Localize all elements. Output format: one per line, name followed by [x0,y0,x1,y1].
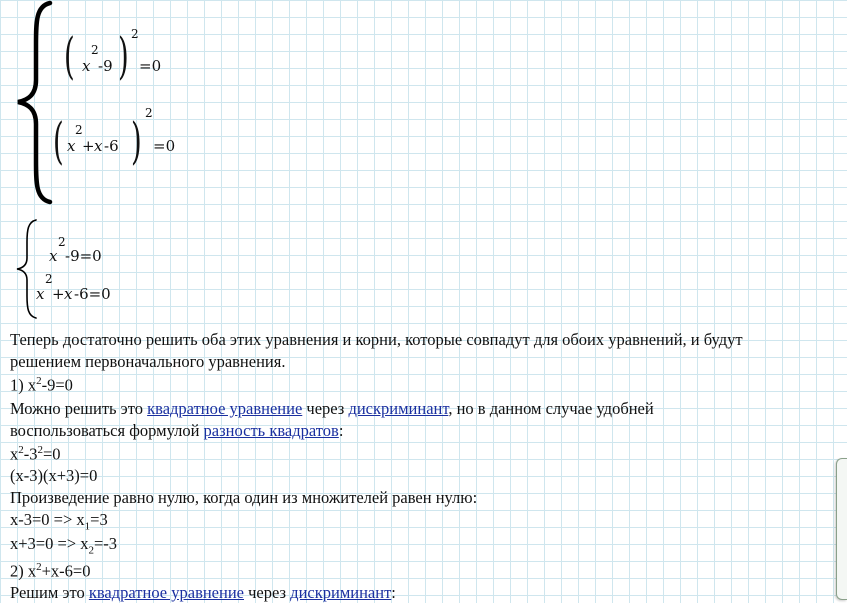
eq2-outer-exp: 2 [145,106,153,120]
eq1-equals: =0 [139,57,162,75]
eq1-base: x [82,57,91,75]
eq2-rest: -6 [104,137,119,155]
root-1: $x-3=0 => x_1=3$ [10,510,108,533]
solve-line: Решим это квадратное уравнение через дискриминант: [10,583,396,602]
eq2-equals: =0 [153,137,176,155]
link-discriminant[interactable]: дискриминант [348,399,449,418]
paren-right: ) [118,27,129,85]
s2-eq1-exp: 2 [58,235,66,249]
s2-eq2-var: x [64,285,73,303]
eq2-base-exp: 2 [75,123,83,137]
paren-left: ( [64,27,75,85]
eq2-base: x [67,137,76,155]
link-quadratic-equation-2[interactable]: квадратное уравнение [88,583,244,602]
s2-eq1-rest: -9=0 [65,247,102,265]
side-panel-handle[interactable] [836,458,847,600]
intro-line-1: Теперь достаточно решить оба этих уравнения и корни, которые совпадут для обоих уравнений, и будут [10,330,743,349]
step2-heading: 2) $x^2+x-6=0$ [10,561,91,581]
s2-eq2-plus: + [52,285,65,303]
eq2-var: x [94,137,103,155]
small-left-brace [14,218,40,320]
s2-eq1-base: x [49,247,58,265]
step1-heading: 1) $x^2-9=0$ [10,375,73,395]
eq1-rest: -9 [98,57,113,75]
eq1-outer-exp: 2 [131,27,139,41]
method-line-2: воспользоваться формулой разность квадратов: [10,421,344,440]
eq1-base-exp: 2 [91,43,99,57]
paren-right: ) [131,112,142,170]
s2-eq2-rest: -6=0 [74,285,111,303]
link-difference-of-squares[interactable]: разность квадратов [203,421,339,440]
paren-left: ( [53,112,64,170]
equation-a: $x^2-3^2=0$ [10,444,61,464]
product-rule: Произведение равно нулю, когда один из множителей равен нулю: [10,488,478,507]
s2-eq2-base: x [36,285,45,303]
large-left-brace [14,0,54,205]
link-discriminant-2[interactable]: дискриминант [290,583,392,602]
method-line-1: Можно решить это квадратное уравнение через дискриминант, но в данном случае удобней [10,399,654,418]
intro-line-2: решением первоначального уравнения. [10,352,286,371]
s2-eq2-exp: 2 [45,272,53,286]
root-2: $x+3=0 => x_2=-3$ [10,534,118,557]
equation-b: (x-3)(x+3)=0 [10,466,98,485]
link-quadratic-equation[interactable]: квадратное уравнение [147,399,303,418]
eq2-plus: + [82,137,95,155]
